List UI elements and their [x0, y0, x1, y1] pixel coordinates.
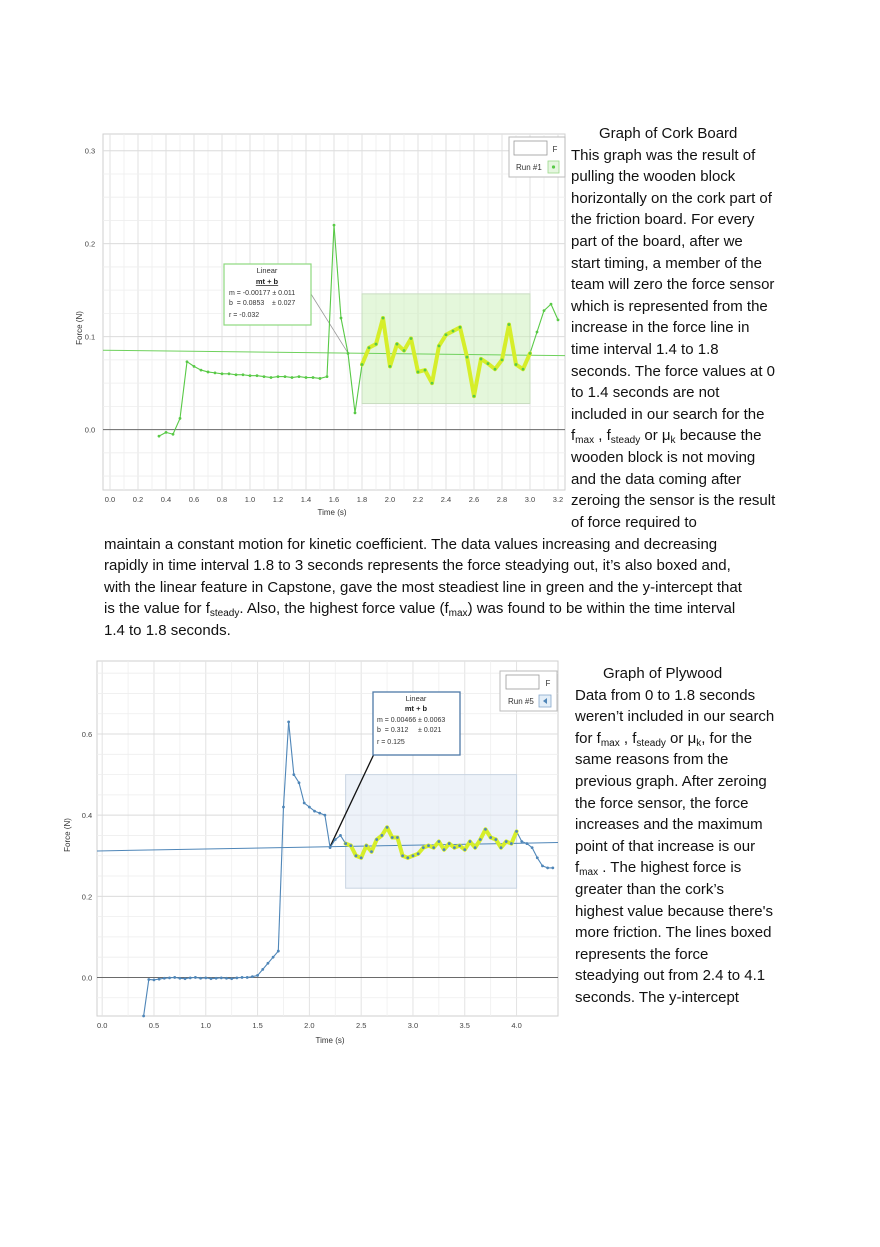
c2-data-point [412, 854, 415, 857]
c2-data-point [380, 834, 383, 837]
c1-data-point [403, 349, 406, 352]
c2-data-point [453, 846, 456, 849]
plywood-title: Graph of Plywood [603, 665, 723, 682]
c2-data-point [406, 856, 409, 859]
c2-x-tick-label: 1.0 [200, 1021, 211, 1030]
chart1-legend-dot-icon [552, 165, 555, 168]
chart2-ylabel: Force (N) [63, 818, 72, 852]
c1-data-point [305, 376, 308, 379]
c2-y-tick-label: 0.2 [81, 892, 93, 902]
c2-data-point [210, 977, 213, 980]
c2-data-point [427, 844, 430, 847]
chart1-linear-fit-box[interactable] [224, 264, 311, 325]
sub-k: k [670, 435, 676, 447]
c1-x-tick-label: 1.4 [300, 495, 312, 504]
c2-x-tick-label: 3.0 [407, 1021, 419, 1030]
plywood-description [575, 663, 775, 1009]
c2-data-point [261, 968, 264, 971]
c2-data-point [520, 840, 523, 843]
c2-data-point [225, 977, 228, 980]
plywood-text-a: Data from 0 to 1.8 seconds weren’t included in our search for f [575, 686, 775, 747]
c1-data-point [396, 343, 399, 346]
sub-max: max [600, 737, 620, 749]
full-line-5: 1.4 to 1.8 seconds. [104, 621, 231, 639]
c1-data-point [508, 323, 511, 326]
c2-data-point [391, 836, 394, 839]
c2-data-point [308, 806, 311, 809]
cork-board-description [571, 123, 776, 533]
chart1-legend-run: Run #1 [516, 163, 542, 172]
sep: or μ [640, 427, 671, 445]
plywood-text-b: , for the same reasons from the previous graph. After zeroing the force sensor, the force increases and the maximum point of that increase is our f [575, 729, 767, 877]
c2-data-point [437, 840, 440, 843]
c2-x-tick-label: 1.5 [252, 1021, 263, 1030]
c2-data-point [246, 976, 249, 979]
c2-data-point [375, 838, 378, 841]
c2-data-point [536, 856, 539, 859]
c1-data-point [452, 330, 455, 333]
c2-data-point [344, 842, 347, 845]
chart1-box-m: m = -0.00177 ± 0.011 [229, 290, 296, 297]
c1-data-point [263, 375, 266, 378]
c2-data-point [510, 842, 513, 845]
c1-data-point [550, 303, 553, 306]
c1-y-tick-label: 0.1 [84, 332, 96, 342]
c1-data-point [354, 411, 357, 414]
c1-data-point [459, 326, 462, 329]
c2-data-point [551, 867, 554, 870]
c1-data-point [347, 352, 350, 355]
c1-x-tick-label: 2.6 [468, 495, 480, 504]
c1-data-point [277, 375, 280, 378]
c1-data-point [319, 377, 322, 380]
chart1-box-r: r = -0.032 [229, 312, 260, 319]
c1-data-point [368, 346, 371, 349]
chart2-xlabel: Time (s) [315, 1036, 345, 1045]
c1-data-point [193, 365, 196, 368]
c1-x-tick-label: 0.4 [160, 495, 172, 504]
c1-data-point [221, 372, 224, 375]
c2-data-point [235, 976, 238, 979]
c1-data-point [438, 345, 441, 348]
c1-x-tick-label: 1.2 [272, 495, 284, 504]
c2-data-point [194, 976, 197, 979]
c2-data-point [230, 977, 233, 980]
c1-data-point [326, 375, 329, 378]
chart2-legend-swatch-box [506, 675, 539, 689]
c1-data-point [431, 382, 434, 385]
c1-data-point [515, 363, 518, 366]
c1-data-point [417, 371, 420, 374]
chart2-box-m: m = 0.00466 ± 0.0063 [377, 717, 446, 724]
c2-data-point [147, 978, 150, 981]
sep: , f [619, 729, 637, 747]
full-line-1: maintain a constant motion for kinetic coefficient. The data values increasing and decreasing [104, 536, 718, 553]
c2-data-point [458, 844, 461, 847]
c1-data-point [284, 375, 287, 378]
chart1-ylabel: Force (N) [75, 311, 84, 345]
c2-data-point [349, 844, 352, 847]
c1-data-point [389, 365, 392, 368]
c2-data-point [272, 956, 275, 959]
c2-data-point [443, 848, 446, 851]
c2-data-point [448, 842, 451, 845]
c1-data-point [424, 369, 427, 372]
c2-data-point [173, 976, 176, 979]
chart2-legend-letter: F [545, 679, 551, 688]
chart2-highlight-region [346, 775, 517, 889]
cork-board-text-a: This graph was the result of pulling the wooden block horizontally on the cork part of the friction board. For every part of the board, after we start timing, a member of the team will zero the force sensor which is represented from the increase in the force line in time interval 1.4 to 1.8 seconds. The force values at 0 to 1.4 seconds are not included in our search for the f [571, 146, 776, 445]
c2-data-point [329, 846, 332, 849]
c1-data-point [340, 317, 343, 320]
c2-data-point [479, 838, 482, 841]
c2-data-point [515, 830, 518, 833]
c2-x-tick-label: 4.0 [511, 1021, 522, 1030]
c1-x-tick-label: 0.0 [104, 495, 116, 504]
c1-data-point [501, 358, 504, 361]
c2-data-point [267, 962, 270, 965]
c2-data-point [463, 848, 466, 851]
c2-data-point [484, 828, 487, 831]
c1-data-point [214, 371, 217, 374]
c2-data-point [355, 854, 358, 857]
chart2-box-formula: mt + b [404, 704, 428, 713]
c1-x-tick-label: 1.8 [356, 495, 368, 504]
c2-data-point [142, 1015, 145, 1018]
chart1-legend-swatch-box [514, 141, 547, 155]
c2-data-point [474, 846, 477, 849]
c2-data-point [199, 977, 202, 980]
chart1-box-formula: mt + b [255, 277, 279, 286]
c2-data-point [251, 975, 254, 978]
c2-data-point [432, 846, 435, 849]
sub-k: k [696, 737, 702, 749]
c1-x-tick-label: 3.2 [552, 495, 564, 504]
c1-y-tick-label: 0.0 [84, 425, 96, 435]
sub-max: max [579, 867, 599, 879]
chart2-legend-run: Run #5 [508, 697, 534, 706]
c2-data-point [256, 974, 259, 977]
c1-data-point [235, 373, 238, 376]
c2-data-point [318, 812, 321, 815]
cork-board-title: Graph of Cork Board [599, 125, 738, 142]
c2-data-point [178, 977, 181, 980]
c1-x-tick-label: 2.4 [440, 495, 452, 504]
c2-data-point [158, 978, 161, 981]
c1-data-point [494, 368, 497, 371]
c2-x-tick-label: 2.0 [304, 1021, 315, 1030]
c1-x-tick-label: 2.0 [384, 495, 396, 504]
c2-data-point [241, 976, 244, 979]
c2-data-point [184, 977, 187, 980]
c1-data-point [487, 362, 490, 365]
c2-data-point [163, 977, 166, 980]
c2-data-point [282, 806, 285, 809]
c2-data-point [313, 810, 316, 813]
c1-x-tick-label: 0.2 [132, 495, 144, 504]
chart2-box-b: b = 0.312 ± 0.021 [377, 727, 442, 734]
c2-y-tick-label: 0.4 [81, 811, 93, 821]
c1-data-point [186, 360, 189, 363]
full-line-3: with the linear feature in Capstone, gave the most steadiest line in green and the y-intercept that [104, 578, 742, 596]
c2-data-point [489, 836, 492, 839]
c2-data-point [298, 781, 301, 784]
c1-data-point [249, 374, 252, 377]
c2-data-point [189, 976, 192, 979]
c2-data-point [505, 840, 508, 843]
plywood-force-chart [60, 655, 565, 1050]
chart1-box-title: Linear [256, 266, 278, 275]
plywood-paragraph [575, 685, 775, 1009]
cork-board-paragraph [571, 145, 776, 534]
c2-x-tick-label: 0.0 [96, 1021, 108, 1030]
c2-data-point [153, 978, 156, 981]
c1-data-point [242, 373, 245, 376]
c1-x-tick-label: 0.6 [188, 495, 200, 504]
chart2-legend[interactable] [500, 671, 557, 711]
c2-data-point [303, 802, 306, 805]
c1-data-point [529, 352, 532, 355]
cork-board-force-chart [60, 128, 570, 520]
c1-data-point [410, 337, 413, 340]
c1-data-point [312, 376, 315, 379]
chart2-box-title: Linear [405, 694, 427, 703]
c2-data-point [422, 846, 425, 849]
c2-data-point [386, 826, 389, 829]
c2-data-point [531, 846, 534, 849]
c1-data-point [298, 375, 301, 378]
c2-data-point [287, 720, 290, 723]
c1-data-point [333, 224, 336, 227]
c2-x-tick-label: 0.5 [148, 1021, 160, 1030]
c1-data-point [165, 431, 168, 434]
c1-data-point [361, 363, 364, 366]
c1-data-point [536, 331, 539, 334]
c1-data-point [200, 369, 203, 372]
c1-data-point [382, 317, 385, 320]
sep: or μ [665, 729, 697, 747]
chart1-box-b: b = 0.0853 ± 0.027 [229, 300, 296, 307]
c2-data-point [339, 834, 342, 837]
c2-data-point [500, 846, 503, 849]
chart2-linear-fit-box[interactable] [373, 692, 460, 755]
c1-data-point [522, 368, 525, 371]
c2-data-point [546, 867, 549, 870]
c1-x-tick-label: 0.8 [216, 495, 228, 504]
c1-data-point [480, 358, 483, 361]
c1-data-point [375, 343, 378, 346]
c1-data-point [158, 435, 161, 438]
c2-data-point [401, 854, 404, 857]
c1-x-tick-label: 1.0 [244, 495, 256, 504]
c2-data-point [220, 976, 223, 979]
c2-data-point [277, 950, 280, 953]
c2-data-point [417, 852, 420, 855]
c1-y-tick-label: 0.2 [84, 239, 96, 249]
c1-data-point [207, 371, 210, 374]
c2-data-point [469, 840, 472, 843]
sub-steady: steady [209, 608, 240, 620]
cork-board-text-b: because the wooden block is not moving and the data coming after zeroing the sensor is the result of force required to [571, 427, 776, 531]
sub-max: max [448, 608, 468, 620]
full-line-4 [104, 598, 804, 619]
c1-y-tick-label: 0.3 [84, 146, 96, 156]
c1-data-point [228, 372, 231, 375]
cork-board-continuation [104, 534, 804, 641]
line4-b: . Also, the highest force value (f [239, 600, 449, 618]
c1-data-point [172, 433, 175, 436]
chart1-xlabel: Time (s) [317, 508, 347, 517]
sep: , f [594, 427, 611, 445]
c2-y-tick-label: 0.6 [81, 730, 93, 740]
c1-x-tick-label: 3.0 [524, 495, 536, 504]
c2-data-point [360, 856, 363, 859]
c1-data-point [543, 309, 546, 312]
sub-max: max [575, 435, 595, 447]
c2-data-point [168, 976, 171, 979]
sub-steady: steady [636, 737, 666, 749]
c1-data-point [256, 374, 259, 377]
c1-x-tick-label: 2.2 [412, 495, 424, 504]
c1-data-point [473, 395, 476, 398]
c2-y-tick-label: 0.0 [81, 973, 93, 983]
c2-data-point [396, 836, 399, 839]
c2-data-point [324, 814, 327, 817]
c2-x-tick-label: 3.5 [459, 1021, 470, 1030]
c2-data-point [365, 844, 368, 847]
c1-x-tick-label: 1.6 [328, 495, 340, 504]
chart2-box-r: r = 0.125 [377, 739, 405, 746]
c2-data-point [370, 850, 373, 853]
c1-data-point [270, 376, 273, 379]
c1-data-point [179, 417, 182, 420]
line4-c: ) was found to be within the time interval [467, 600, 736, 618]
c2-data-point [215, 977, 218, 980]
c2-data-point [204, 976, 207, 979]
c2-data-point [526, 842, 529, 845]
c2-x-tick-label: 2.5 [355, 1021, 367, 1030]
c1-data-point [445, 333, 448, 336]
c2-data-point [494, 838, 497, 841]
c2-data-point [292, 773, 295, 776]
chart1-legend[interactable] [509, 137, 565, 177]
c2-data-point [541, 864, 544, 867]
c1-data-point [291, 376, 294, 379]
c2-data-point [334, 838, 337, 841]
line4-a: is the value for f [104, 600, 210, 618]
sub-steady: steady [610, 435, 641, 447]
c1-data-point [557, 319, 560, 322]
c1-data-point [466, 356, 469, 359]
plywood-text-c: . The highest force is greater than the cork’s highest value because there's more friction. The lines boxed represents the force steadying out from 2.4 to 4.1 seconds. The y-intercept [575, 859, 773, 1006]
full-line-2: rapidly in time interval 1.8 to 3 seconds represents the force steadying out, it’s also boxed and, [104, 557, 731, 575]
c1-x-tick-label: 2.8 [496, 495, 508, 504]
chart1-legend-letter: F [552, 145, 558, 154]
